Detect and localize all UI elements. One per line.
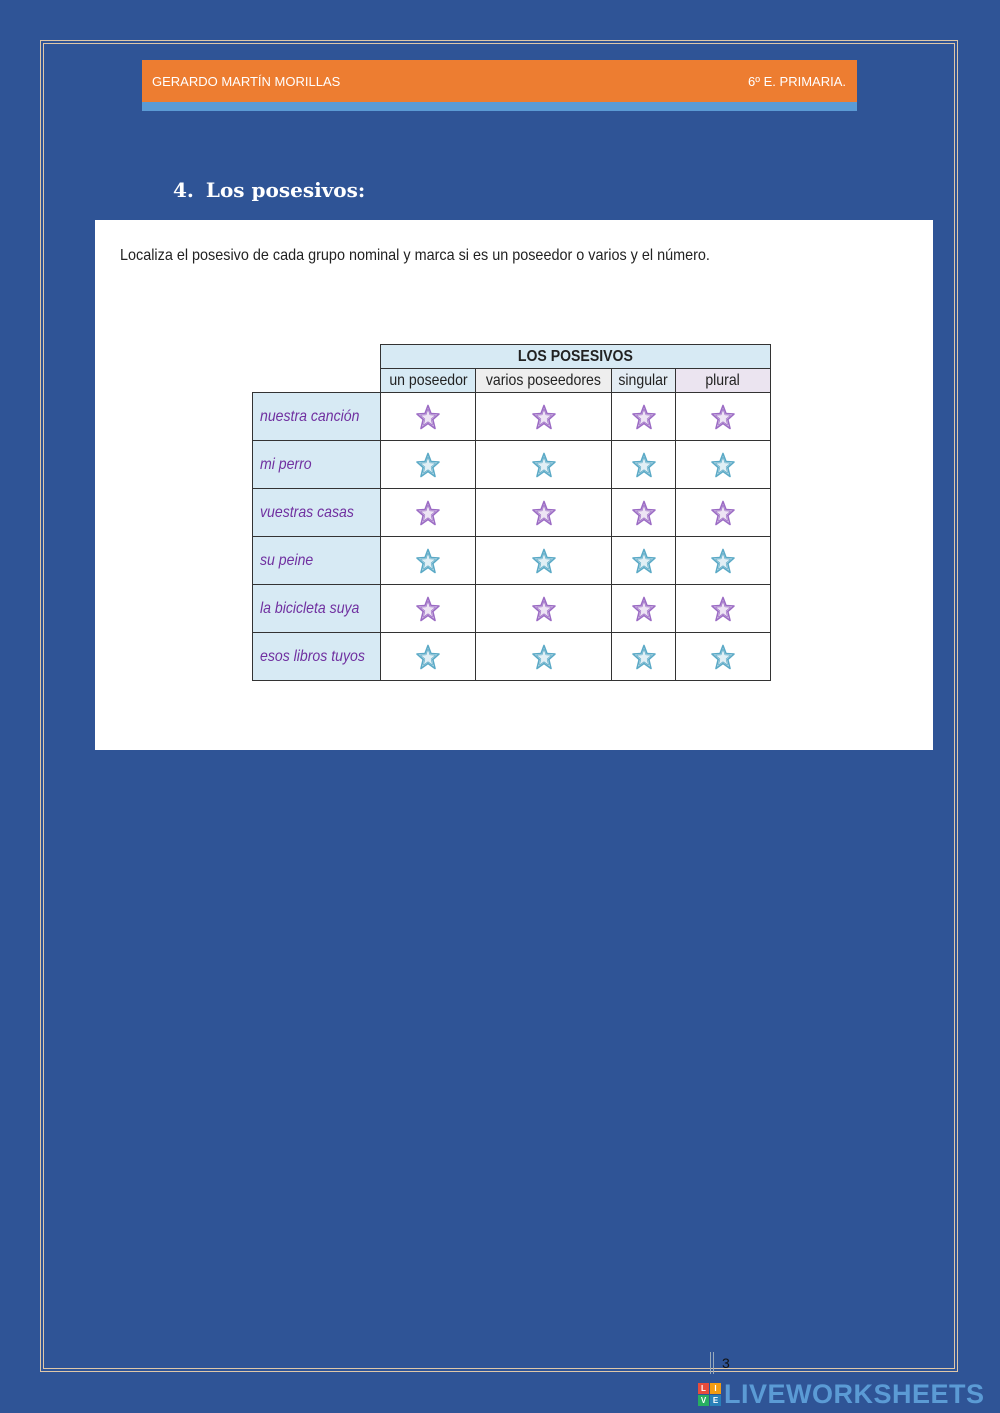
star-checkbox-un-poseedor[interactable] bbox=[381, 537, 476, 585]
liveworksheets-logo-icon: L I V E bbox=[698, 1383, 721, 1406]
star-checkbox-varios-poseedores[interactable] bbox=[476, 489, 612, 537]
table-row bbox=[253, 393, 771, 441]
star-icon bbox=[632, 644, 656, 670]
table-row bbox=[253, 489, 771, 537]
table-row bbox=[253, 441, 771, 489]
star-checkbox-singular[interactable] bbox=[612, 537, 676, 585]
star-checkbox-singular[interactable] bbox=[612, 393, 676, 441]
star-icon bbox=[416, 644, 440, 670]
row-label: la bicicleta suya bbox=[253, 585, 381, 633]
column-header-singular: singular bbox=[612, 369, 676, 393]
star-checkbox-plural[interactable] bbox=[676, 441, 771, 489]
star-icon bbox=[416, 500, 440, 526]
star-checkbox-plural[interactable] bbox=[676, 393, 771, 441]
star-checkbox-un-poseedor[interactable] bbox=[381, 489, 476, 537]
star-checkbox-plural[interactable] bbox=[676, 585, 771, 633]
table-row bbox=[253, 585, 771, 633]
posesivos-table bbox=[252, 344, 771, 681]
row-label: nuestra canción bbox=[253, 393, 381, 441]
table-row bbox=[253, 633, 771, 681]
star-icon bbox=[711, 548, 735, 574]
table-row bbox=[253, 537, 771, 585]
star-icon bbox=[711, 404, 735, 430]
table-title: LOS POSESIVOS bbox=[381, 345, 771, 369]
star-icon bbox=[632, 596, 656, 622]
section-title bbox=[173, 178, 365, 202]
star-icon bbox=[532, 548, 556, 574]
header-bar bbox=[142, 60, 857, 102]
star-checkbox-un-poseedor[interactable] bbox=[381, 393, 476, 441]
star-checkbox-plural[interactable] bbox=[676, 633, 771, 681]
star-icon bbox=[711, 500, 735, 526]
star-checkbox-varios-poseedores[interactable] bbox=[476, 633, 612, 681]
star-checkbox-singular[interactable] bbox=[612, 585, 676, 633]
star-icon bbox=[632, 452, 656, 478]
liveworksheets-brand bbox=[698, 1379, 985, 1409]
star-checkbox-singular[interactable] bbox=[612, 441, 676, 489]
row-label: esos libros tuyos bbox=[253, 633, 381, 681]
star-icon bbox=[416, 596, 440, 622]
star-checkbox-un-poseedor[interactable] bbox=[381, 585, 476, 633]
star-icon bbox=[532, 596, 556, 622]
row-label: su peine bbox=[253, 537, 381, 585]
page-number: 3 bbox=[722, 1355, 730, 1371]
star-checkbox-varios-poseedores[interactable] bbox=[476, 393, 612, 441]
star-icon bbox=[632, 404, 656, 430]
column-header-un-poseedor: un poseedor bbox=[381, 369, 476, 393]
star-icon bbox=[532, 452, 556, 478]
star-checkbox-varios-poseedores[interactable] bbox=[476, 537, 612, 585]
star-checkbox-plural[interactable] bbox=[676, 537, 771, 585]
page-number-rule bbox=[710, 1352, 714, 1374]
row-label: vuestras casas bbox=[253, 489, 381, 537]
star-icon bbox=[416, 548, 440, 574]
header-grade: 6º E. PRIMARIA. bbox=[748, 73, 846, 89]
star-icon bbox=[416, 452, 440, 478]
star-checkbox-varios-poseedores[interactable] bbox=[476, 585, 612, 633]
header-stripe bbox=[142, 102, 857, 111]
star-icon bbox=[711, 644, 735, 670]
column-header-varios-poseedores: varios poseedores bbox=[476, 369, 612, 393]
star-icon bbox=[532, 404, 556, 430]
star-checkbox-singular[interactable] bbox=[612, 489, 676, 537]
star-checkbox-plural[interactable] bbox=[676, 489, 771, 537]
star-checkbox-varios-poseedores[interactable] bbox=[476, 441, 612, 489]
table-corner bbox=[253, 345, 381, 369]
table-corner bbox=[253, 369, 381, 393]
star-icon bbox=[532, 644, 556, 670]
star-checkbox-singular[interactable] bbox=[612, 633, 676, 681]
star-icon bbox=[632, 500, 656, 526]
exercise-panel bbox=[95, 220, 933, 750]
header-author: GERARDO MARTÍN MORILLAS bbox=[152, 73, 341, 89]
star-checkbox-un-poseedor[interactable] bbox=[381, 633, 476, 681]
section-title-text: Los posesivos: bbox=[205, 178, 366, 202]
row-label: mi perro bbox=[253, 441, 381, 489]
column-header-plural: plural bbox=[676, 369, 771, 393]
star-icon bbox=[711, 452, 735, 478]
star-icon bbox=[632, 548, 656, 574]
instruction-text: Localiza el posesivo de cada grupo nominal y marca si es un poseedor o varios y el número. bbox=[120, 247, 710, 264]
star-checkbox-un-poseedor[interactable] bbox=[381, 441, 476, 489]
liveworksheets-wordmark: LIVEWORKSHEETS bbox=[724, 1378, 985, 1409]
star-icon bbox=[416, 404, 440, 430]
section-number: 4. bbox=[173, 178, 194, 202]
star-icon bbox=[711, 596, 735, 622]
star-icon bbox=[532, 500, 556, 526]
